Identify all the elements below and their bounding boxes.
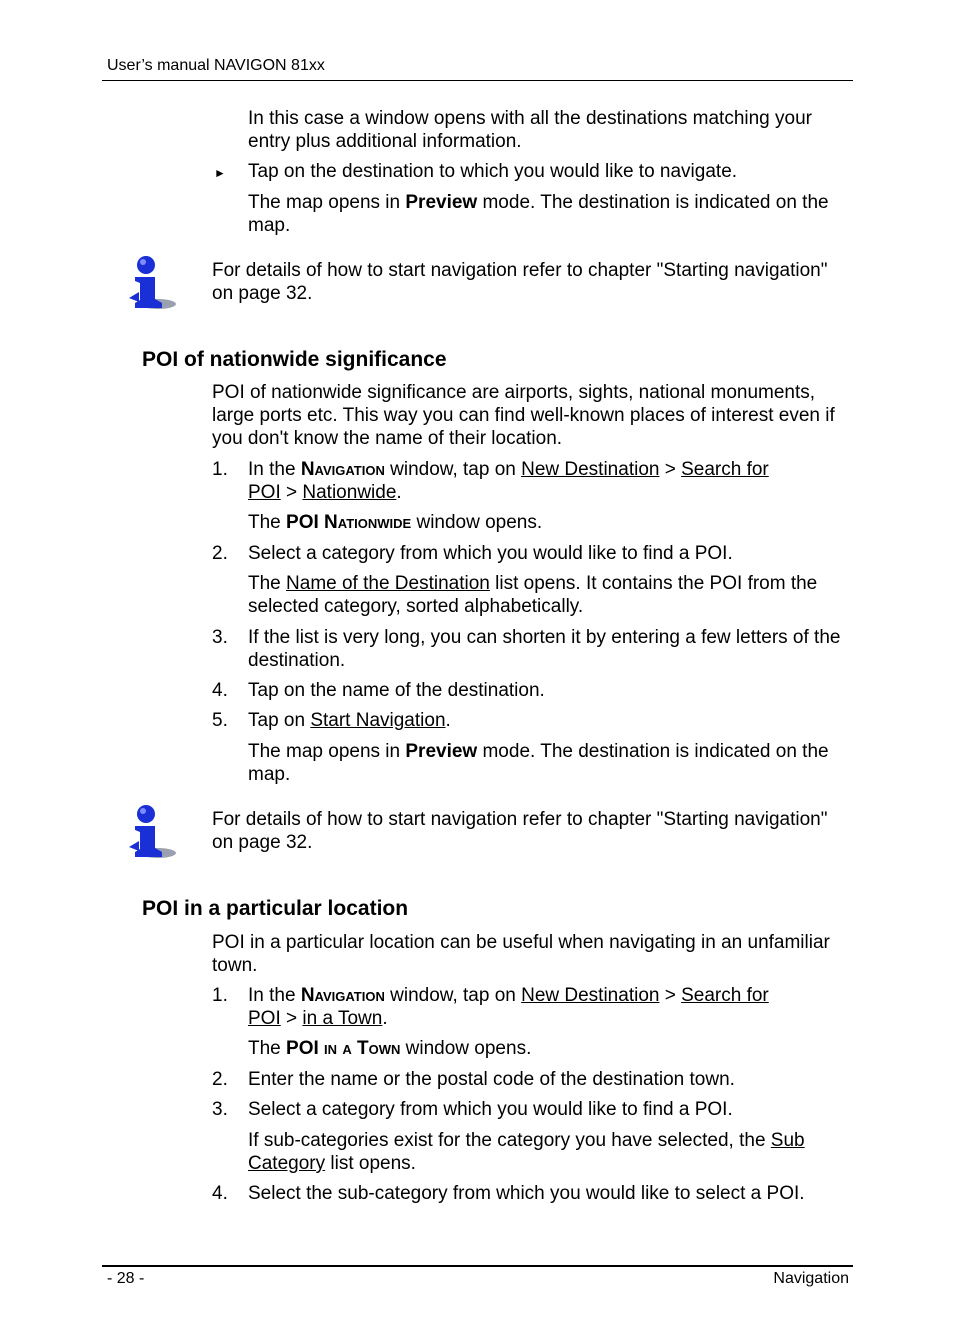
running-header: User’s manual NAVIGON 81xx	[107, 57, 325, 74]
section-heading-particular-location: POI in a particular location	[142, 897, 409, 920]
section1-step4: Tap on the name of the destination.	[248, 680, 545, 701]
note-2: For details of how to start navigation refer to chapter "Starting navigation" on page 32.	[212, 809, 828, 853]
section1-step2-result: The Name of the Destination list opens. It contains the POI from the selected category, sorted alphabetically.	[248, 573, 818, 617]
info-icon	[124, 803, 178, 861]
section1-step3: If the list is very long, you can shorten it by entering a few letters of the destination.	[248, 627, 841, 671]
bullet-arrow-icon: ►	[214, 166, 226, 180]
search-for-poi-link-cont[interactable]: POI	[248, 482, 281, 503]
section1-step2: Select a category from which you would like to find a POI.	[248, 543, 733, 564]
section2-step3: Select a category from which you would like to find a POI.	[248, 1099, 733, 1120]
new-destination-link[interactable]: New Destination	[521, 985, 660, 1006]
step-number: 5.	[212, 710, 228, 731]
info-icon	[124, 254, 178, 312]
section2-intro: POI in a particular location can be useful when navigating in an unfamiliar town.	[212, 932, 830, 976]
footer-rule	[102, 1265, 853, 1267]
section1-step5: Tap on Start Navigation.	[248, 710, 451, 731]
step-number: 4.	[212, 1183, 228, 1204]
step-number: 3.	[212, 627, 228, 648]
intro-result: The map opens in Preview mode. The destination is indicated on the map.	[248, 192, 829, 236]
intro-bullet: Tap on the destination to which you would like to navigate.	[248, 161, 738, 182]
step-number: 2.	[212, 543, 228, 564]
step-number: 1.	[212, 985, 228, 1006]
step-number: 3.	[212, 1099, 228, 1120]
section2-step4: Select the sub-category from which you would like to select a POI.	[248, 1183, 805, 1204]
note-1: For details of how to start navigation refer to chapter "Starting navigation" on page 32.	[212, 260, 828, 304]
step-number: 1.	[212, 459, 228, 480]
search-for-poi-link[interactable]: Search for	[681, 985, 769, 1006]
section2-step1: In the Navigation window, tap on New Destination > Search for POI > in a Town.	[248, 985, 769, 1029]
sub-category-link-cont[interactable]: Category	[248, 1153, 326, 1174]
footer-chapter: Navigation	[773, 1270, 849, 1287]
section2-step2: Enter the name or the postal code of the destination town.	[248, 1069, 735, 1090]
nationwide-link[interactable]: Nationwide	[302, 482, 397, 503]
section1-step1: In the Navigation window, tap on New Destination > Search for POI > Nationwide.	[248, 459, 769, 503]
section2-step1-result: The POI in a Town window opens.	[248, 1038, 532, 1059]
new-destination-link[interactable]: New Destination	[521, 459, 660, 480]
section1-step5-result: The map opens in Preview mode. The destination is indicated on the map.	[248, 741, 829, 785]
step-number: 4.	[212, 680, 228, 701]
intro-paragraph: In this case a window opens with all the destinations matching your entry plus additional information.	[248, 108, 812, 152]
section1-step1-result: The POI Nationwide window opens.	[248, 512, 543, 533]
section2-step3-result: If sub-categories exist for the category you have selected, the Sub Category list opens.	[248, 1130, 805, 1174]
name-of-destination-link[interactable]: Name of the Destination	[286, 573, 490, 594]
sub-category-link[interactable]: Sub	[770, 1130, 805, 1151]
search-for-poi-link[interactable]: Search for	[681, 459, 769, 480]
step-number: 2.	[212, 1069, 228, 1090]
start-navigation-link[interactable]: Start Navigation	[310, 710, 446, 731]
page-number: - 28 -	[107, 1270, 145, 1287]
section1-intro: POI of nationwide significance are airports, sights, national monuments, large ports etc. This way you can find well-known places of interest even if you don't know the name of their location.	[212, 382, 835, 449]
in-a-town-link[interactable]: in a Town	[302, 1008, 383, 1029]
search-for-poi-link-cont[interactable]: POI	[248, 1008, 281, 1029]
section-heading-nationwide: POI of nationwide significance	[142, 348, 447, 371]
header-rule	[102, 80, 853, 81]
